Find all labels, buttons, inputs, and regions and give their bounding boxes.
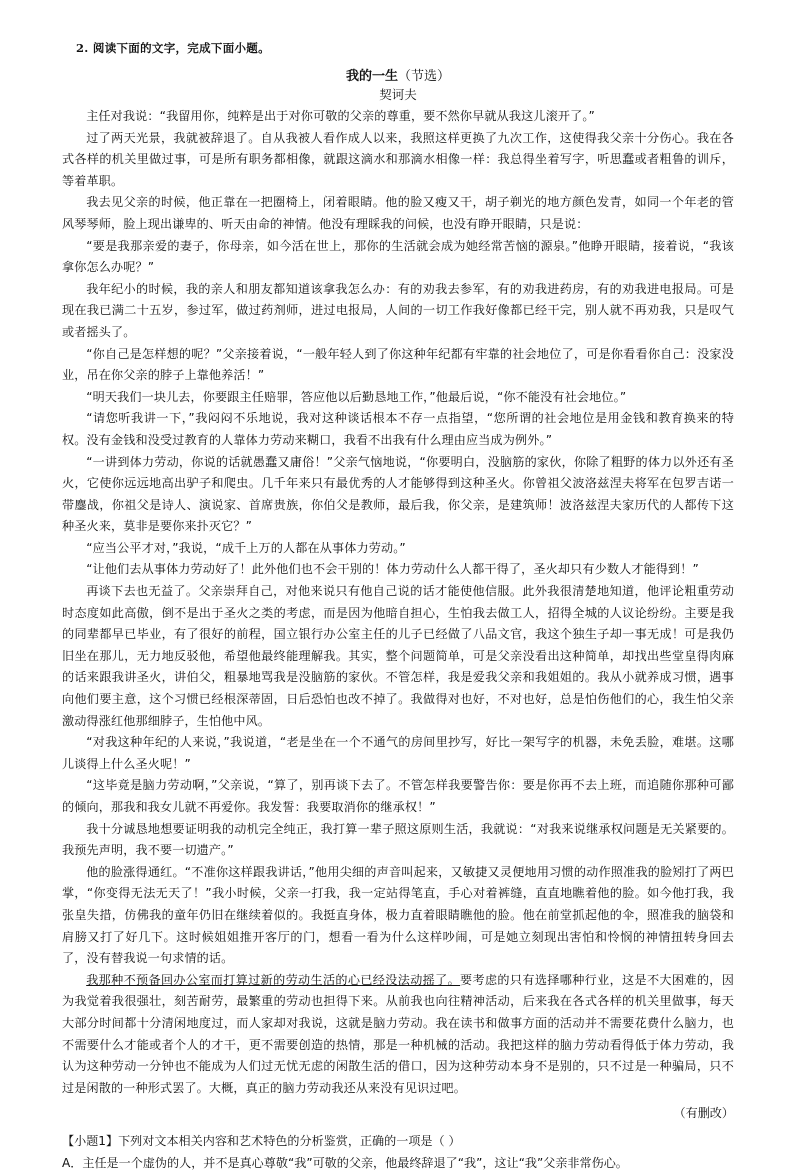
paragraph-last	[62, 970, 734, 1100]
paragraph: 他的脸涨得通红。“不准你这样跟我讲话，”他用尖细的声音叫起来，又敏捷又灵便地用习惯的动作照准我的脸矧打了两巴掌，“你变得无法无天了！”我小时候，父亲一打我，我一定站得笔直，手心对着裤缝，直直地瞧着他的脸。如今他打我，我张皇失措，仿佛我的童年仍旧在继续着似的。我挺直身体，极力直着眼睛瞧他的脸。他在前堂抓起他的伞，照准我的脑袋和肩膀又打了好几下。这时候姐姐推开客厅的门，想看一看为什么这样吵闹，可是她立刻现出害怕和怜悯的神情扭转身回去了，没有替我说一句求情的话。	[62, 862, 734, 970]
article-title-main: 我的一生	[346, 69, 398, 84]
paragraph-rest: 要考虑的只有选择哪种行业，这是不大困难的，因为我觉着我很强壮，刻苦耐劳，最繁重的劳动也担得下来。从前我也向往精神活动，后来我在各式各样的机关里做事，每天大部分时间都十分清闲地度过，而人家却对我说，这就是脑力劳动。我在读书和做事方面的活动并不需要花费什么脑力，也不需要什么才能或者个人的才干，更不需要创造的热情，那是一种机械的活动。我把这样的脑力劳动看得低于体力劳动，我认为这种劳动一分钟也不能成为人们过无忧无虑的闲散生活的借口，因为这种劳动本身不是别的，只不过是一种骗局，只不过是闲散的一种形式罢了。大概，真正的脑力劳动我还从来没有见识过吧。	[62, 973, 734, 1095]
paragraph: “让他们去从事体力劳动好了！此外他们也不会干别的！体力劳动什么人都干得了，圣火却只有少数人才能得到！”	[62, 559, 734, 581]
paragraph: “应当公平才对，”我说，“成千上万的人都在从事体力劳动。”	[62, 538, 734, 560]
paragraph: 主任对我说：“我留用你，纯粹是出于对你可敬的父亲的尊重，要不然你早就从我这儿滚开了。”	[62, 106, 734, 128]
question-header: 2. 阅读下面的文字，完成下面小题。	[76, 40, 734, 56]
sub-question-text: 下列对文本相关内容和艺术特色的分析鉴赏，正确的一项是（ ）	[118, 1134, 460, 1148]
option-a: A．主任是一个虚伪的人，并不是真心尊敬“我”可敬的父亲，他最终辞退了“我”，这让“我”父亲非常伤心。	[62, 1153, 734, 1174]
paragraph: 再谈下去也无益了。父亲崇拜自己，对他来说只有他自己说的话才能使他信服。此外我很清楚地知道，他评论粗重劳动时态度如此高傲，倒不是出于圣火之类的考虑，而是因为他暗自担心，生怕我去做工人，招得全城的人议论纷纷。主要是我的同辈都早已毕业，有了很好的前程，国立银行办公室主任的儿子已经做了八品文官，我这个独生子却一事无成！可是我仍旧坐在那儿，无力地反驳他，希望他最终能理解我。其实，整个问题简单，可是父亲没看出这种简单，却找出些堂皇得肉麻的话来跟我讲圣火，讲伯父，粗暴地骂我是没脑筋的家伙。不管怎样，我是爱我父亲和我姐姐的。我从小就养成习惯，遇事向他们要主意，这个习惯已经根深蒂固，日后恐怕也改不掉了。我做得对也好，不对也好，总是怕伤他们的心，我生怕父亲激动得涨红他那细脖子，生怕他中风。	[62, 581, 734, 732]
paragraph: 我年纪小的时候，我的亲人和朋友都知道该拿我怎么办：有的劝我去参军，有的劝我进药房，有的劝我进电报局。可是现在我已满二十五岁，参过军，做过药剂师，进过电报局，人间的一切工作我好像都已经干完，别人就不再劝我，只是叹气或者摇头了。	[62, 279, 734, 344]
underlined-sentence: 我那种不预备回办公室而打算过新的劳动生活的心已经没法动摇了。	[86, 973, 460, 987]
paragraph: “请您听我讲一下，”我闷闷不乐地说，我对这种谈话根本不存一点指望，“您所谓的社会地位是用金钱和教育换来的特权。没有金钱和没受过教育的人靠体力劳动来糊口，我看不出我有什么理由应当成为例外。”	[62, 408, 734, 451]
sub-question-label: 【小题1】	[62, 1134, 118, 1148]
paragraph: 我十分诚恳地想要证明我的动机完全纯正，我打算一辈子照这原则生活，我就说：“对我来说继承权问题是无关紧要的。我预先声明，我不要一切遗产。”	[62, 819, 734, 862]
edit-note: （有删改）	[62, 1103, 734, 1125]
article-author: 契诃夫	[62, 86, 734, 104]
paragraph: “一讲到体力劳动，你说的话就愚蠢又庸俗！”父亲气恼地说，“你要明白，没脑筋的家伙，你除了粗野的体力以外还有圣火，它使你远远地高出驴子和爬虫。几千年来只有最优秀的人才能够得到这种圣火。你曾祖父波洛兹涅夫将军在包罗吉诺一带鏖战，你祖父是诗人、演说家、首席贵族，你伯父是教师，最后我，你父亲，是建筑师！波洛兹涅夫家历代的人都传下这种圣火来，莫非是要你来扑灭它？”	[62, 452, 734, 538]
article-title-sub: （节选）	[398, 69, 450, 84]
paragraph: “你自己是怎样想的呢？”父亲接着说，“一般年轻人到了你这种年纪都有牢靠的社会地位了，可是你看看你自己：没家没业，吊在你父亲的脖子上靠他养活！”	[62, 344, 734, 387]
paragraph: “明天我们一块儿去，你要跟主任赔罪，答应他以后勤恳地工作，”他最后说，“你不能没有社会地位。”	[62, 387, 734, 409]
paragraph: “要是我那亲爱的妻子，你母亲，如今活在世上，那你的生活就会成为她经常苦恼的源泉。”他睁开眼睛，接着说，“我该拿你怎么办呢？”	[62, 236, 734, 279]
document-page	[62, 40, 734, 1174]
paragraph: 我去见父亲的时候，他正靠在一把圈椅上，闭着眼睛。他的脸又瘦又干，胡子剃光的地方颜色发青，如同一个年老的管风琴琴师，脸上现出谦卑的、听天由命的神情。他没有理睬我的问候，也没有睁开眼睛，只是说：	[62, 192, 734, 235]
paragraph: “这毕竟是脑力劳动啊，”父亲说，“算了，别再谈下去了。不管怎样我要警告你：要是你再不去上班，而追随你那种可鄙的倾向，那我和我女儿就不再爱你。我发誓：我要取消你的继承权！”	[62, 775, 734, 818]
paragraph: “对我这种年纪的人来说，”我说道，“老是坐在一个不通气的房间里抄写，好比一架写字的机器，未免丢脸，难堪。这哪儿谈得上什么圣火呢！”	[62, 732, 734, 775]
article-title	[62, 68, 734, 86]
sub-question	[62, 1131, 734, 1153]
paragraph: 过了两天光景，我就被辞退了。自从我被人看作成人以来，我照这样更换了九次工作，这使得我父亲十分伤心。我在各式各样的机关里做过事，可是所有职务都相像，就跟这滴水和那滴水相像一样：我总得坐着写字，听思蠢或者粗鲁的训斥，等着革职。	[62, 128, 734, 193]
